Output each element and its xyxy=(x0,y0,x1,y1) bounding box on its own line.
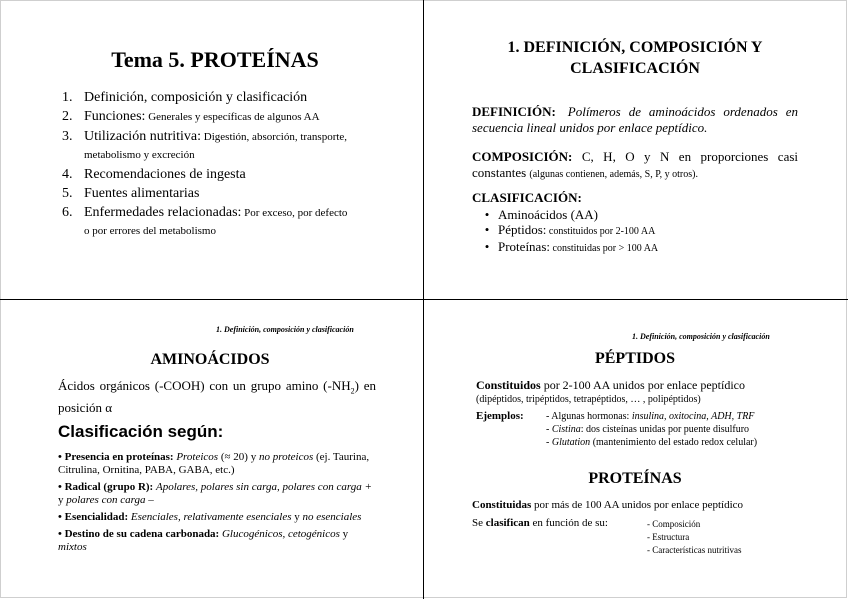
clasificacion-list xyxy=(476,207,776,256)
clasificacion-text xyxy=(498,207,598,222)
clasificacion-label: CLASIFICACIÓN: xyxy=(472,190,582,205)
clasif-text: (≈ 20) y xyxy=(218,451,259,463)
aminoacido-clasif-item xyxy=(58,481,376,507)
toc-text xyxy=(84,108,320,126)
clasif-text: (ej. Taurina, Citrulina, Ornitina, PABA, GABA, etc.) xyxy=(58,451,370,476)
toc-text xyxy=(84,89,307,106)
aminoacido-clasif-item xyxy=(58,511,376,524)
funcion-item: - Características nutritivas xyxy=(647,545,742,555)
toc-main: Recomendaciones de ingesta xyxy=(84,167,246,182)
toc-item xyxy=(62,89,352,106)
toc-text xyxy=(84,166,246,183)
intro-text: Ácidos orgánicos (-COOH) con un grupo amino (-NH xyxy=(58,378,351,393)
toc-text xyxy=(84,204,352,240)
toc-text xyxy=(84,128,352,164)
bullet-detail: constituidas por > 100 AA xyxy=(550,243,659,254)
composicion-label: COMPOSICIÓN: xyxy=(472,149,573,164)
ejemplo-item xyxy=(546,423,806,436)
clasif-italic: Proteicos xyxy=(176,451,219,463)
horizontal-divider xyxy=(0,299,848,300)
constituidos-label: Constituidos xyxy=(476,378,541,392)
bullet: • xyxy=(484,239,490,254)
intro-end: ) en posición α xyxy=(58,378,376,415)
funcion-list xyxy=(647,518,741,557)
toc-main: Definición, composición y clasificación xyxy=(84,90,308,105)
toc-num: 4. xyxy=(62,167,73,182)
composicion-note: (algunas contienen, además, S, P, y otros). xyxy=(529,169,698,180)
clasificacion-text xyxy=(498,239,658,256)
toc-main: Funciones: xyxy=(84,109,146,124)
proteinas-title: PROTEÍNAS xyxy=(588,470,682,487)
toc-num: 1. xyxy=(62,90,73,105)
toc-detail: Por exceso, por defecto o por errores del metabolismo xyxy=(84,207,348,237)
clasif-text: y xyxy=(291,511,303,523)
toc-text xyxy=(84,185,199,202)
bullet-main: Péptidos: xyxy=(498,222,547,237)
bullet: • xyxy=(484,207,490,222)
bullet: • xyxy=(484,222,490,237)
se-clasifican: Se clasifican en función de su: xyxy=(472,517,608,529)
clasif-text: y xyxy=(339,528,349,540)
bullet-main: Proteínas: xyxy=(498,239,550,254)
toc-main: Enfermedades relacionadas: xyxy=(84,205,242,220)
ejemplo-item xyxy=(546,410,806,423)
toc-detail: Generales y específicas de algunos AA xyxy=(145,111,320,123)
clasificacion-item xyxy=(476,207,776,222)
clasificacion-item xyxy=(476,239,776,256)
clasificacion-title: Clasificación según: xyxy=(58,422,224,441)
clasif-italic: mixtos xyxy=(58,541,87,553)
ejemplo-prefix: - Algunas hormonas: xyxy=(546,411,632,422)
ejemplo-item xyxy=(546,436,806,449)
clasif-label: • Esencialidad: xyxy=(58,511,131,523)
clasificacion-text xyxy=(498,222,655,239)
slide-4-header: 1. Definición, composición y clasificación xyxy=(632,332,770,341)
toc-num: 6. xyxy=(62,205,73,220)
constituidos-note: (dipéptidos, tripéptidos, tetrapéptidos, … , polipéptidos) xyxy=(476,394,701,405)
ejemplo-suffix: : dos cisteínas unidas por puente disulfuro xyxy=(580,424,750,435)
ejemplos-label: Ejemplos: xyxy=(476,410,524,422)
prot-text: por más de 100 AA unidos por enlace peptídico xyxy=(531,499,744,511)
composicion-text: C, H, O y N en proporciones casi constantes xyxy=(472,149,799,180)
ejemplo-suffix: (mantenimiento del estado redox celular) xyxy=(590,437,758,448)
toc-item xyxy=(62,185,352,202)
aminoacidos-intro xyxy=(58,378,376,416)
toc-main: Utilización nutritiva: xyxy=(84,129,202,144)
toc-item xyxy=(62,204,352,240)
ejemplo-italic: Glutation xyxy=(551,437,591,448)
slide-3-title: AMINOÁCIDOS xyxy=(150,351,270,368)
slide-1-toc xyxy=(62,89,352,242)
aminoacido-clasif-item xyxy=(58,528,376,554)
clasif-label: • Presencia en proteínas: xyxy=(58,451,177,463)
toc-item xyxy=(62,166,352,183)
ejemplos-list xyxy=(546,410,806,449)
ejemplo-prefix: - xyxy=(546,437,552,448)
peptidos-title: PÉPTIDOS xyxy=(594,350,675,367)
toc-detail: Digestión, absorción, transporte, metabolismo y excreción xyxy=(84,131,348,161)
clasif-italic: no proteicos xyxy=(258,451,314,463)
slide-1-title: Tema 5. PROTEÍNAS xyxy=(111,47,319,72)
clasif-italic: polares con carga – xyxy=(66,494,154,506)
ejemplo-italic: insulina, oxitocina, ADH, TRF xyxy=(631,411,755,422)
bullet-main: Aminoácidos (AA) xyxy=(498,207,599,222)
toc-num: 2. xyxy=(62,109,73,124)
funcion-item: - Estructura xyxy=(647,532,690,542)
toc-main: Fuentes alimentarias xyxy=(84,186,200,201)
aminoacidos-clasificacion-list xyxy=(58,451,376,558)
clasif-italic: no esenciales xyxy=(302,511,362,523)
prot-label: Constituidas xyxy=(472,499,532,511)
slide-2-title: 1. DEFINICIÓN, COMPOSICIÓN Y CLASIFICACIÓN xyxy=(507,39,763,77)
slide-3-header: 1. Definición, composición y clasificación xyxy=(216,325,354,334)
proteinas-def xyxy=(472,499,802,511)
definicion-label: DEFINICIÓN: xyxy=(472,104,556,119)
toc-item xyxy=(62,108,352,126)
clasif-text: y xyxy=(58,494,67,506)
constituidos-text: por 2-100 AA unidos por enlace peptídico xyxy=(540,378,745,392)
bullet-detail: constituidos por 2-100 AA xyxy=(546,226,656,237)
clasif-italic: Glucogénicos, cetogénicos xyxy=(221,528,340,540)
definicion-block xyxy=(472,104,798,136)
composicion-block xyxy=(472,149,798,183)
clasificacion-item xyxy=(476,222,776,239)
intro-sub: 2 xyxy=(350,386,355,396)
clasif-label: • Destino de su cadena carbonada: xyxy=(58,528,222,540)
toc-num: 5. xyxy=(62,186,73,201)
clasif-italic: Apolares, polares sin carga, polares con carga + xyxy=(155,481,372,493)
ejemplo-prefix: - xyxy=(546,424,552,435)
definicion-text: Polímeros de aminoácidos ordenados en secuencia lineal unidos por enlace peptídico. xyxy=(472,104,798,135)
ejemplo-italic: Cistina xyxy=(551,424,581,435)
toc-item xyxy=(62,128,352,164)
peptidos-def xyxy=(476,378,800,392)
toc-num: 3. xyxy=(62,129,73,144)
clasif-label: • Radical (grupo R): xyxy=(58,481,156,493)
aminoacido-clasif-item xyxy=(58,451,376,477)
clasif-italic: Esenciales, relativamente esenciales xyxy=(130,511,292,523)
funcion-item: - Composición xyxy=(647,519,701,529)
